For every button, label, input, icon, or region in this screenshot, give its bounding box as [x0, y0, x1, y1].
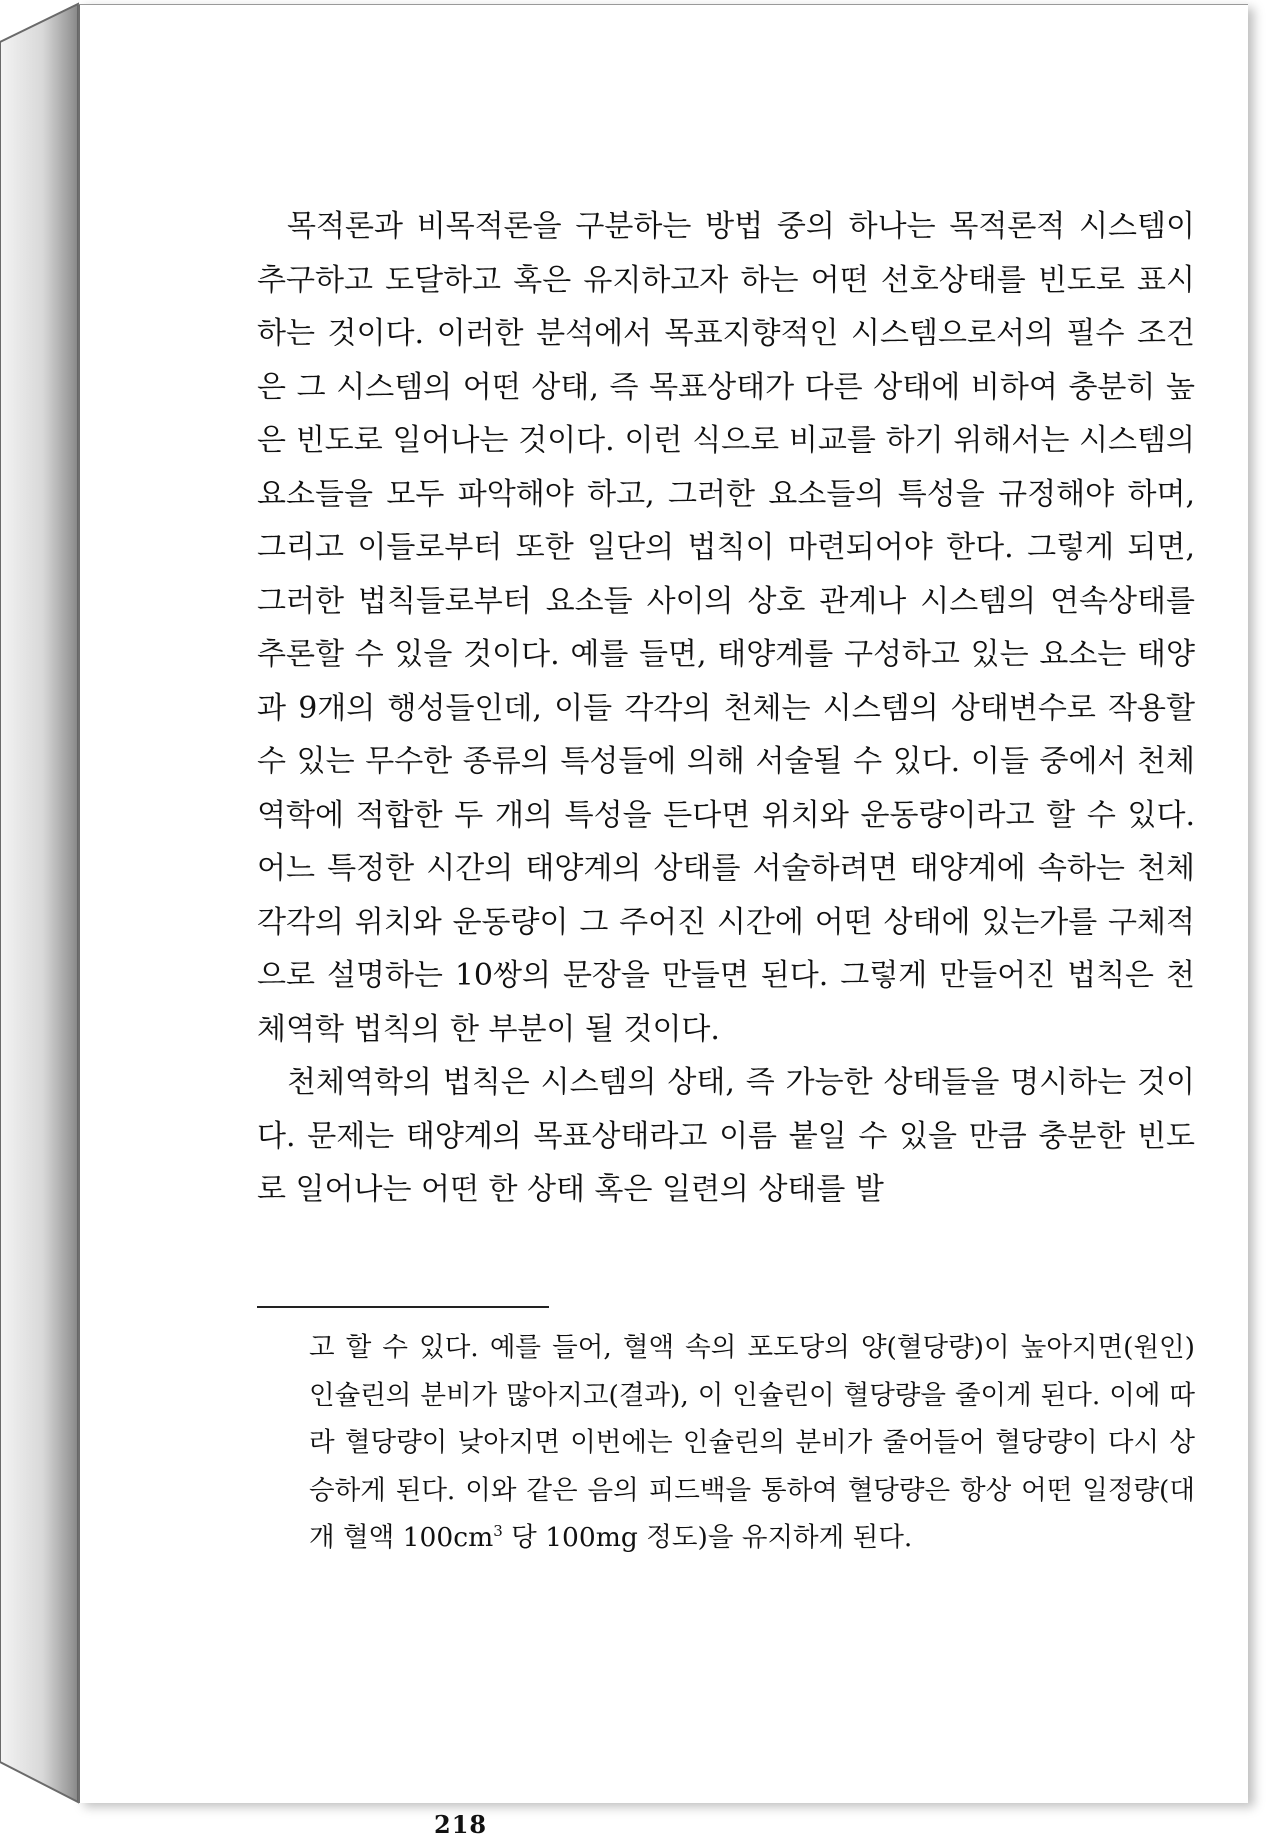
footnote [309, 1324, 1195, 1562]
paragraph: 천체역학의 법칙은 시스템의 상태, 즉 가능한 상태들을 명시하는 것이다. 문제는 태양계의 목표상태라고 이름 붙일 수 있을 만큼 충분한 빈도로 일어나는 어떤 한 상태 혹은 일련의 상태를 발 [257, 1065, 1195, 1207]
book-page [78, 4, 1248, 1839]
main-text [257, 200, 1195, 1217]
footnote-text: 고 할 수 있다. 예를 들어, 혈액 속의 포도당의 양(혈당량)이 높아지면(원인) 인슐린의 분비가 많아지고(결과), 이 인슐린이 혈당량을 줄이게 된다. 이에 따라 혈당량이 낮아지면 이번에는 인슐린의 분비가 줄어들어 혈당량이 다시 상승하게 된다. 이와 같은 음의 피드백을 통하여 혈당량은 항상 어떤 일정량(대개 혈액 100cm [309, 1332, 1195, 1553]
page-number: 218 [434, 1810, 488, 1839]
book-spine-edge [0, 0, 80, 1806]
footnote-divider [257, 1306, 549, 1308]
paragraph: 목적론과 비목적론을 구분하는 방법 중의 하나는 목적론적 시스템이 추구하고 도달하고 혹은 유지하고자 하는 어떤 선호상태를 빈도로 표시하는 것이다. 이러한 분석에서 목표지향적인 시스템으로서의 필수 조건은 그 시스템의 어떤 상태, 즉 목표상태가 다른 상태에 비하여 충분히 높은 빈도로 일어나는 것이다. 이런 식으로 비교를 하기 위해서는 시스템의 요소들을 모두 파악해야 하고, 그러한 요소들의 특성을 규정해야 하며, 그리고 이들로부터 또한 일단의 법칙이 마련되어야 한다. 그렇게 되면, 그러한 법칙들로부터 요소들 사이의 상호 관계나 시스템의 연속상태를 추론할 수 있을 것이다. 예를 들면, 태양계를 구성하고 있는 요소는 태양과 9개의 행성들인데, 이들 각각의 천체는 시스템의 상태변수로 작용할 수 있는 무수한 종류의 특성들에 의해 서술될 수 있다. 이들 중에서 천체역학에 적합한 두 개의 특성을 든다면 위치와 운동량이라고 할 수 있다. 어느 특정한 시간의 태양계의 상태를 서술하려면 태양계에 속하는 천체 각각의 위치와 운동량이 그 주어진 시간에 어떤 상태에 있는가를 구체적으로 설명하는 10쌍의 문장을 만들면 된다. 그렇게 만들어진 법칙은 천체역학 법칙의 한 부분이 될 것이다. [257, 209, 1195, 1047]
page-content [257, 200, 1195, 1839]
footnote-text-end: 당 100mg 정도)을 유지하게 된다. [502, 1522, 913, 1553]
footnote-superscript: 3 [493, 1522, 503, 1541]
